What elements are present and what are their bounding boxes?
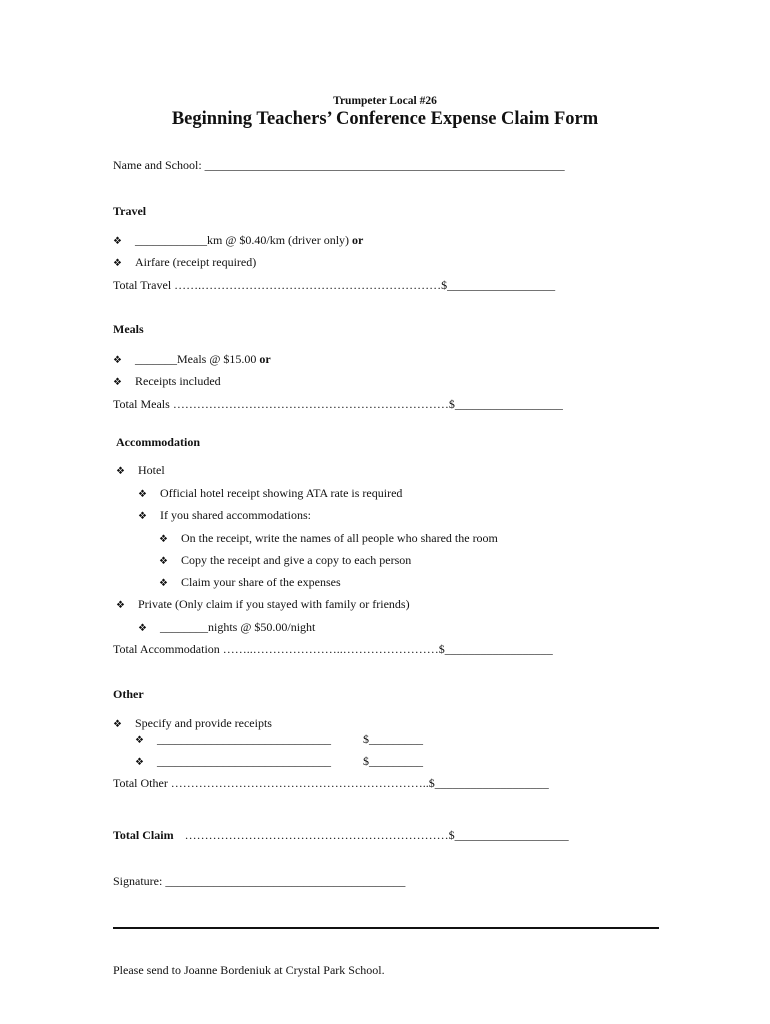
diamond-bullet-icon: ❖ [113, 355, 122, 366]
meals-count-field[interactable]: _______Meals @ $15.00 [135, 352, 257, 366]
shared-step-1-label: On the receipt, write the names of all people who shared the room [181, 531, 498, 545]
diamond-bullet-icon: ❖ [135, 757, 144, 768]
diamond-bullet-icon: ❖ [113, 258, 122, 269]
accommodation-total[interactable]: Total Accommodation ……..…………………..……………………$__________________ [113, 642, 553, 656]
meals-or: or [259, 352, 271, 366]
private-item [116, 597, 410, 612]
meals-count-item [113, 352, 271, 367]
diamond-bullet-icon: ❖ [113, 236, 122, 247]
travel-km-field[interactable]: ____________km @ $0.40/km (driver only) [135, 233, 350, 247]
meals-total[interactable]: Total Meals ……………………………………………………………$__________________ [113, 397, 563, 411]
diamond-bullet-icon: ❖ [113, 377, 122, 388]
diamond-bullet-icon: ❖ [159, 556, 168, 567]
travel-heading: Travel [113, 204, 147, 218]
diamond-bullet-icon: ❖ [138, 489, 147, 500]
signature-field[interactable]: Signature: ________________________________________ [113, 874, 406, 888]
shared-item [138, 508, 311, 523]
diamond-bullet-icon: ❖ [138, 511, 147, 522]
other-heading: Other [113, 687, 144, 701]
other-specify-item [113, 716, 272, 731]
shared-step-1 [159, 531, 498, 546]
footer-note: Please send to Joanne Bordeniuk at Crystal Park School. [113, 963, 385, 977]
shared-step-3-label: Claim your share of the expenses [181, 575, 341, 589]
hotel-receipt-item [138, 486, 402, 501]
shared-step-2-label: Copy the receipt and give a copy to each person [181, 553, 412, 567]
travel-airfare-item [113, 255, 256, 270]
hotel-label: Hotel [138, 463, 165, 477]
private-label: Private (Only claim if you stayed with family or friends) [138, 597, 410, 611]
shared-step-3 [159, 575, 341, 590]
diamond-bullet-icon: ❖ [113, 719, 122, 730]
shared-step-2 [159, 553, 411, 568]
meals-heading: Meals [113, 322, 144, 336]
hotel-item [116, 463, 165, 478]
other-amount-1[interactable]: $_________ [363, 732, 423, 746]
meals-receipts-label: Receipts included [135, 374, 221, 388]
form-title: Beginning Teachers’ Conference Expense Claim Form [171, 109, 599, 129]
accommodation-heading: Accommodation [116, 435, 200, 449]
other-specify-label: Specify and provide receipts [135, 716, 272, 730]
hotel-receipt-label: Official hotel receipt showing ATA rate is required [160, 486, 403, 500]
travel-km-item [113, 233, 363, 248]
meals-receipts-item [113, 374, 221, 389]
diamond-bullet-icon: ❖ [138, 623, 147, 634]
local-heading: Trumpeter Local #26 [333, 95, 437, 107]
nights-item [138, 620, 315, 635]
travel-or: or [352, 233, 364, 247]
other-amount-2[interactable]: $_________ [363, 754, 423, 768]
total-claim-row [113, 828, 569, 843]
other-line-1 [135, 732, 331, 747]
diamond-bullet-icon: ❖ [116, 600, 125, 611]
footer-divider [113, 927, 659, 929]
other-description-1[interactable]: _____________________________ [157, 732, 331, 746]
name-school-field[interactable]: Name and School: ____________________________________________________________ [113, 158, 565, 172]
diamond-bullet-icon: ❖ [159, 578, 168, 589]
other-total[interactable]: Total Other ………………………………………………………..$___________________ [113, 776, 549, 790]
diamond-bullet-icon: ❖ [116, 466, 125, 477]
travel-total[interactable]: Total Travel …….……………………………………………………$__________________ [113, 278, 556, 292]
nights-field[interactable]: ________nights @ $50.00/night [160, 620, 316, 634]
total-claim-field[interactable]: …………………………………………………………$___________________ [184, 828, 569, 842]
shared-label: If you shared accommodations: [160, 508, 311, 522]
diamond-bullet-icon: ❖ [135, 735, 144, 746]
diamond-bullet-icon: ❖ [159, 534, 168, 545]
total-claim-label: Total Claim [113, 828, 174, 842]
other-line-2 [135, 754, 331, 769]
travel-airfare-label: Airfare (receipt required) [135, 255, 257, 269]
other-description-2[interactable]: _____________________________ [157, 754, 331, 768]
